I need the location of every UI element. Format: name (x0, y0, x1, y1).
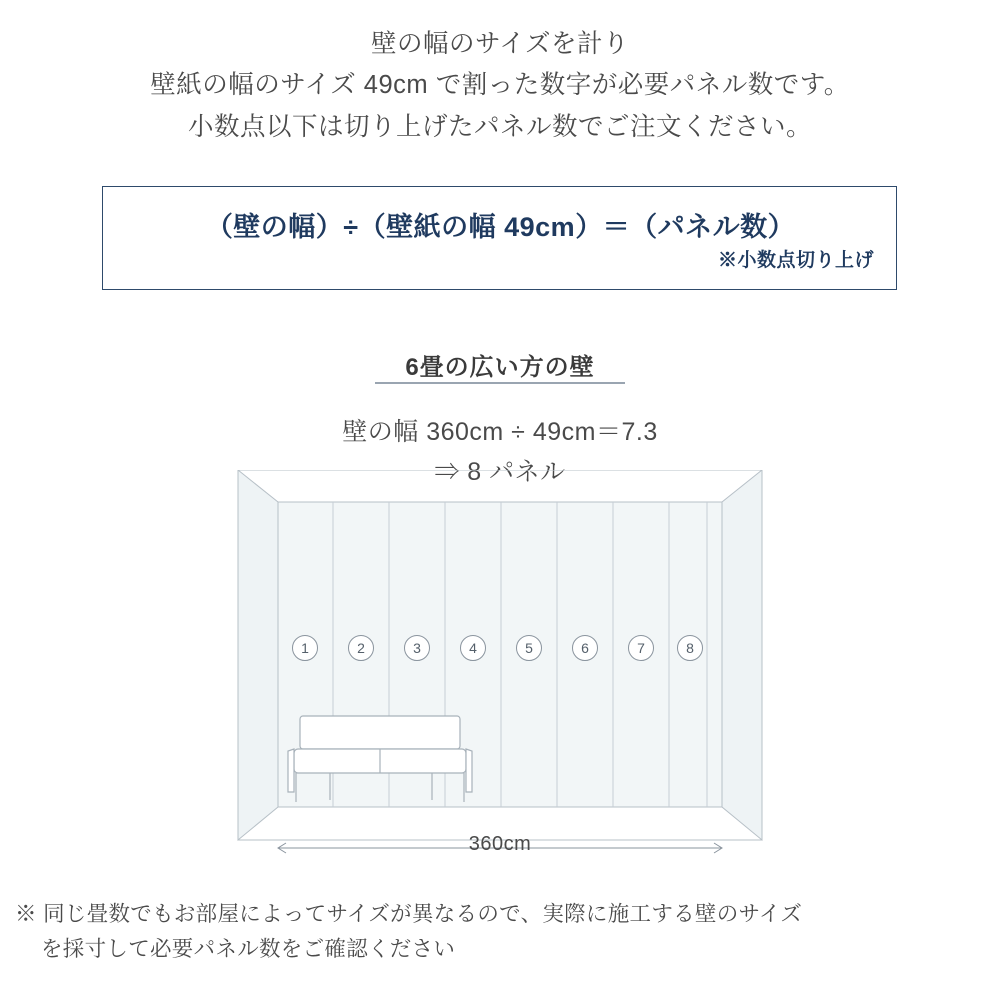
left-side-wall (238, 470, 278, 840)
intro-line-1: 壁の幅のサイズを計り (371, 30, 629, 58)
calculation-line-1: 壁の幅 360cm ÷ 49cm＝7.3 (342, 418, 658, 446)
formula-expression: （壁の幅）÷（壁紙の幅 49cm）＝（パネル数） (205, 212, 796, 242)
dimension-label: 360cm (468, 833, 532, 855)
section-title-underline (375, 382, 625, 384)
formula-note: ※小数点切り上げ (717, 250, 874, 271)
intro-text (0, 24, 1000, 148)
panel-badge-4: 4 (460, 635, 486, 661)
right-side-wall (722, 470, 762, 840)
intro-line-3: 小数点以下は切り上げたパネル数でご注文ください。 (187, 112, 812, 141)
room-illustration (210, 470, 790, 880)
section-title: 6畳の広い方の壁 (405, 354, 595, 381)
footnote (15, 897, 990, 967)
panel-badge-3: 3 (404, 635, 430, 661)
panel-badge-2: 2 (348, 635, 374, 661)
footnote-line-2: を採寸して必要パネル数をご確認ください (41, 936, 456, 961)
footnote-line-1: ※ 同じ畳数でもお部屋によってサイズが異なるので、実際に施工する壁のサイズ (15, 902, 803, 926)
panel-badge-5: 5 (516, 635, 542, 661)
intro-line-2: 壁紙の幅のサイズ 49cm で割った数字が必要パネル数です。 (150, 71, 850, 100)
panel-badge-1: 1 (292, 635, 318, 661)
panel-badge-8: 8 (677, 635, 703, 661)
formula-box (102, 186, 897, 290)
calculation-line-2: ⇒ 8 パネル (434, 458, 566, 486)
panel-badge-6: 6 (572, 635, 598, 661)
room-illustration-svg (210, 470, 790, 880)
panel-badge-7: 7 (628, 635, 654, 661)
